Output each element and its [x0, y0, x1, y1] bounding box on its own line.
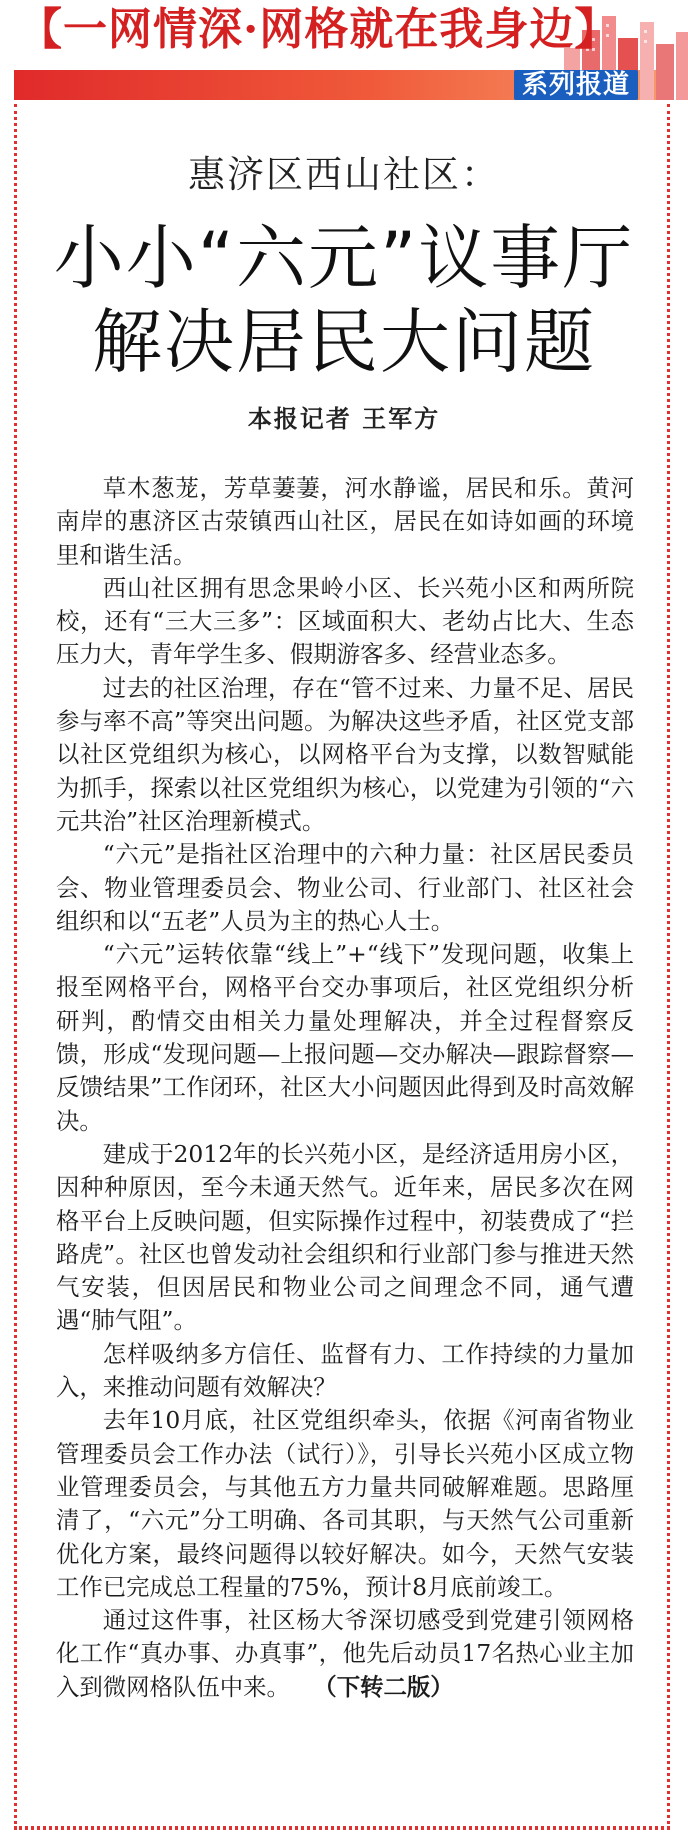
column-banner: [0, 0, 688, 104]
article-byline: 本报记者 王军方: [247, 405, 441, 433]
title-bracket-close: 】: [574, 4, 620, 55]
article-body: [56, 472, 634, 1704]
paragraph-text: 通过这件事，社区杨大爷深切感受到党建引领网格化工作“真办事、办真事”，他先后动员17名热心业主加入到微网格队伍中来。: [56, 1606, 634, 1701]
continued-on-page-2: （下转二版）: [325, 1672, 454, 1701]
headline-line-2: 解决居民大问题: [92, 301, 596, 383]
article-frame-bottom: [14, 1826, 670, 1829]
column-title-text: 一网情深·网格就在我身边: [63, 4, 575, 55]
article-headline: [0, 216, 688, 384]
paragraph: 西山社区拥有思念果岭小区、长兴苑小区和两所院校，还有“三大三多”：区域面积大、老幼占比大、生态压力大，青年学生多、假期游客多、经营业态多。: [56, 573, 634, 669]
paragraph: 建成于2012年的长兴苑小区，是经济适用房小区，因种种原因，至今未通天然气。近年来，居民多次在网格平台上反映问题，但实际操作过程中，初装费成了“拦路虎”。社区也曾发动社会组织和行业部门参与推进天然气安装，但因居民和物业公司之间理念不同，通气遭遇“肺气阻”。: [56, 1139, 634, 1335]
headline-line-1: 小小“六元”议事厅: [53, 217, 635, 299]
title-bracket-open: 【: [18, 4, 63, 55]
paragraph: 过去的社区治理，存在“管不过来、力量不足、居民参与率不高”等突出问题。为解决这些矛盾，社区党支部以社区党组织为核心，以网格平台为支撑，以数智赋能为抓手，探索以社区党组织为核心，以党建为引领的“六元共治”社区治理新模式。: [56, 673, 634, 835]
paragraph: “六元”运转依靠“线上”+“线下”发现问题，收集上报至网格平台，网格平台交办事项后，社区党组织分析研判，酌情交由相关力量处理解决，并全过程督察反馈，形成“发现问题—上报问题—交办解决—跟踪督察—反馈结果”工作闭环，社区大小问题因此得到及时高效解决。: [56, 940, 634, 1135]
series-report-badge: 系列报道: [514, 70, 638, 100]
paragraph: “六元”是指社区治理中的六种力量：社区居民委员会、物业管理委员会、物业公司、行业部门、社区社会组织和以“五老”人员为主的热心人士。: [56, 840, 634, 935]
paragraph-last: [56, 1604, 634, 1704]
article-kicker: 惠济区西山社区：: [188, 153, 500, 196]
paragraph: 草木葱茏，芳草萋萋，河水静谧，居民和乐。黄河南岸的惠济区古荥镇西山社区，居民在如诗如画的环境里和谐生活。: [56, 474, 634, 569]
column-title: [18, 0, 618, 64]
paragraph: 去年10月底，社区党组织牵头，依据《河南省物业管理委员会工作办法（试行）》，引导长兴苑小区成立物业管理委员会，与其他五方力量共同破解难题。思路厘清了，“六元”分工明确、各司其职，与天然气公司重新优化方案，最终问题得以较好解决。如今，天然气安装工作已完成总工程量的75%，预计8月底前竣工。: [56, 1406, 634, 1601]
paragraph: 怎样吸纳多方信任、监督有力、工作持续的力量加入，来推动问题有效解决？: [56, 1339, 634, 1402]
